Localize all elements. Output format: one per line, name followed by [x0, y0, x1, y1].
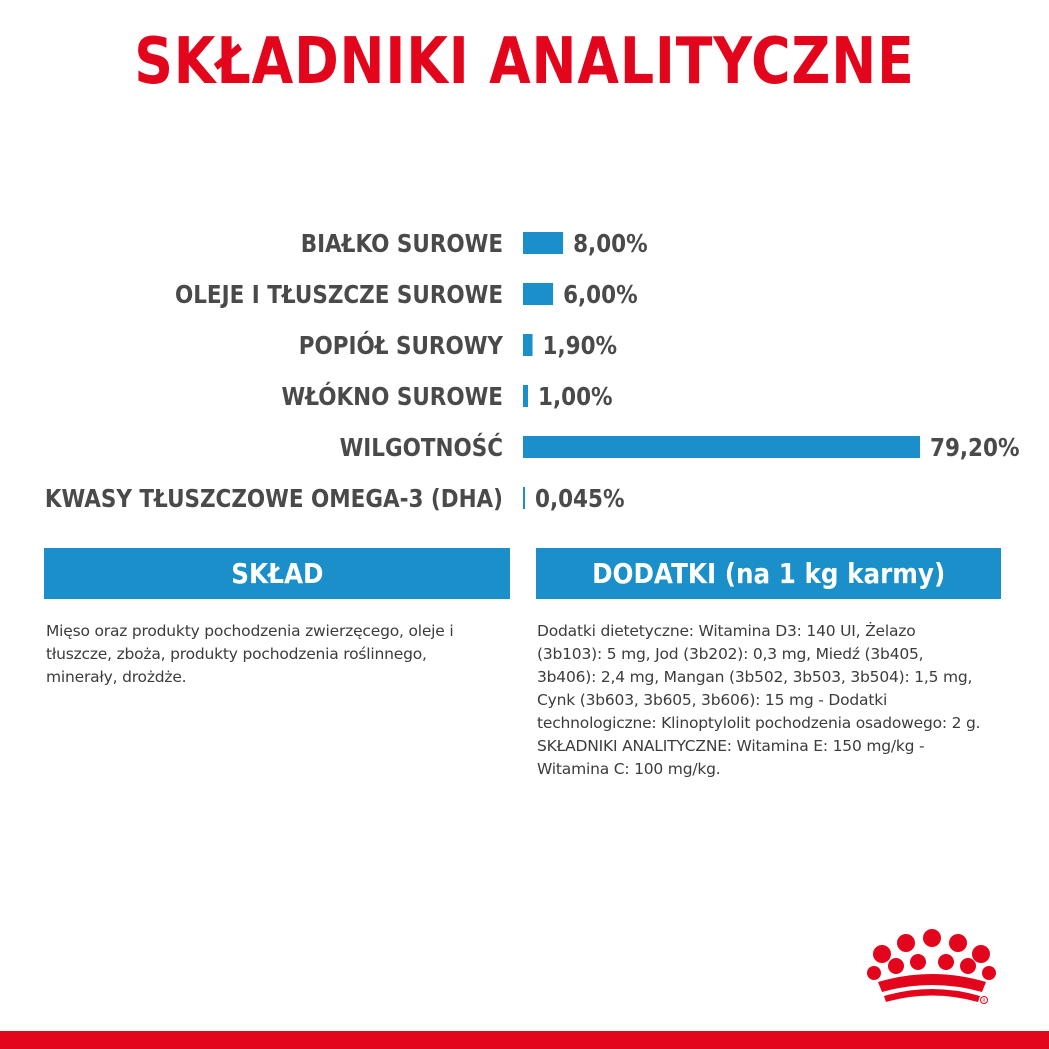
value-label: 8,00%	[573, 229, 648, 259]
svg-text:R: R	[982, 999, 986, 1004]
category-label: POPIÓŁ SUROWY	[298, 331, 503, 361]
dodatki-text-block	[537, 620, 985, 781]
bar	[523, 283, 553, 305]
bar	[523, 232, 563, 254]
dodatki-header	[536, 548, 1001, 599]
sklad-header	[44, 548, 510, 599]
bar	[523, 436, 920, 458]
dodatki-text: Dodatki dietetyczne: Witamina D3: 140 UI, Żelazo (3b103): 5 mg, Jod (3b202): 0,3 mg, Miedź (3b405, 3b406): 2,4 mg, Mangan (3b502, 3b503, 3b504): 1,5 mg, Cynk (3b603, 3b605, 3b606): 15 mg - Dodatki technologiczne: Klinoptylolit pochodzenia osadowego: 2 g.	[537, 622, 981, 732]
category-label: WILGOTNOŚĆ	[339, 433, 503, 463]
value-label: 0,045%	[534, 484, 625, 514]
sklad-header-label: SKŁAD	[230, 557, 324, 590]
bar	[523, 334, 533, 356]
royal-canin-crown-icon	[860, 926, 1000, 1006]
category-label: KWASY TŁUSZCZOWE OMEGA-3 (DHA)	[44, 484, 503, 514]
dodatki-header-label: DODATKI (na 1 kg karmy)	[591, 557, 946, 590]
bar	[523, 385, 528, 407]
category-label: BIAŁKO SUROWE	[300, 229, 503, 259]
dodatki-text-analytical: SKŁADNIKI ANALITYCZNE: Witamina E: 150 mg/kg - Witamina C: 100 mg/kg.	[537, 737, 925, 778]
value-label: 6,00%	[563, 280, 638, 310]
page-title: SKŁADNIKI ANALITYCZNE	[134, 25, 915, 99]
value-label: 1,00%	[538, 382, 613, 412]
bottom-accent-bar	[0, 1031, 1049, 1049]
sklad-text: Mięso oraz produkty pochodzenia zwierzęcego, oleje i tłuszcze, zboża, produkty pochodzenia roślinnego, minerały, drożdże.	[46, 622, 454, 686]
category-label: OLEJE I TŁUSZCZE SUROWE	[174, 280, 503, 310]
category-label: WŁÓKNO SUROWE	[281, 382, 503, 412]
value-label: 1,90%	[542, 331, 618, 361]
value-label: 79,20%	[930, 433, 1020, 463]
bar	[523, 487, 525, 509]
